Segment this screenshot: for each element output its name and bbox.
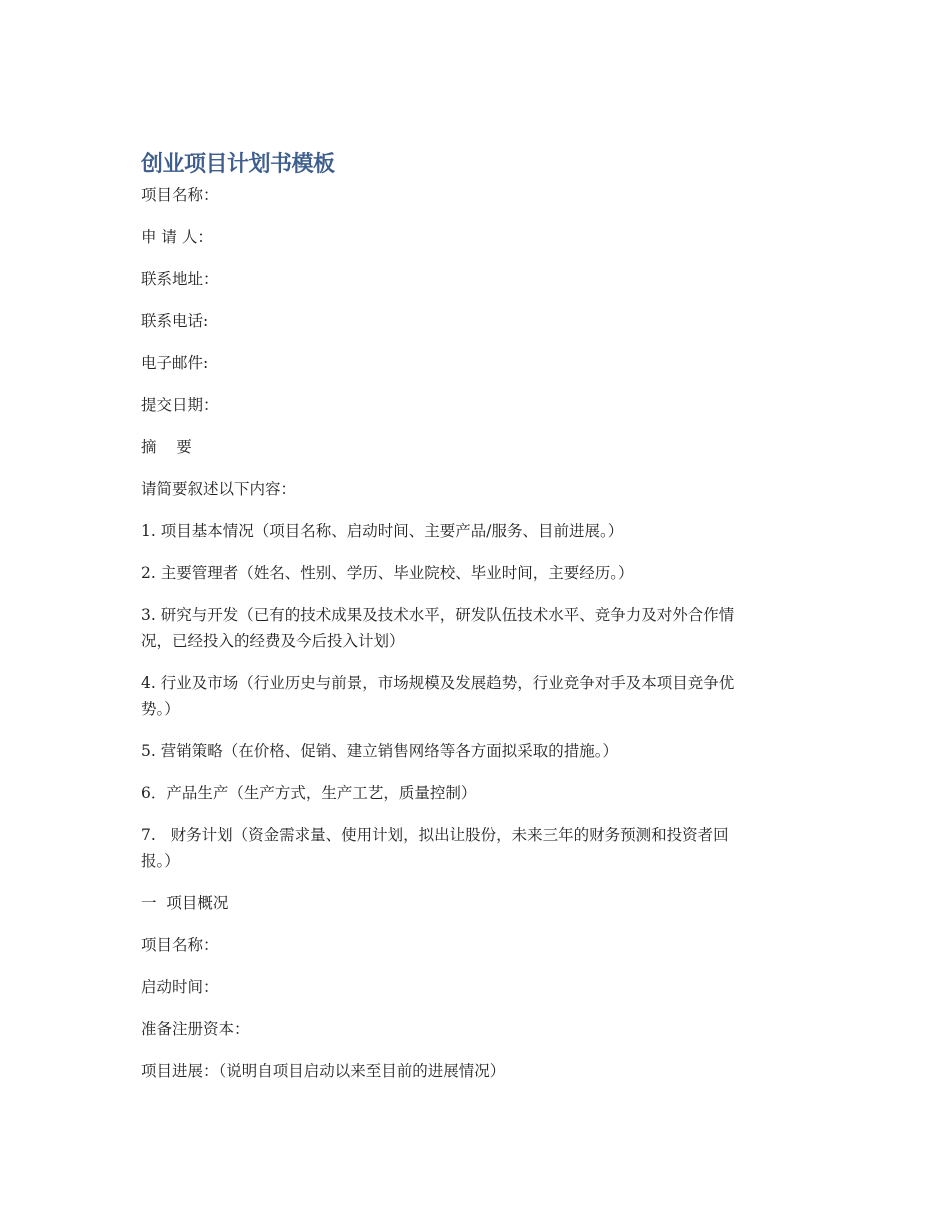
summary-heading: 摘 要 [141,438,192,456]
summary-item-text: 6．产品生产（生产方式，生产工艺，质量控制） [141,784,477,802]
cover-field-applicant: 申 请 人： [141,228,213,246]
section1-heading: 一 项目概况 [141,894,229,912]
summary-item-continuation: 况，已经投入的经费及今后投入计划） [141,632,405,650]
summary-item-text: 3. 研究与开发（已有的技术成果及技术水平，研发队伍技术水平、竞争力及对外合作情 [141,606,735,624]
summary-item [141,670,801,722]
summary-item-text: 7. 财务计划（资金需求量、使用计划，拟出让股份，未来三年的财务预测和投资者回 [141,826,729,844]
summary-item-text: 4. 行业及市场（行业历史与前景，市场规模及发展趋势，行业竞争对手及本项目竞争优 [141,674,735,692]
summary-intro: 请简要叙述以下内容： [141,480,297,498]
section1-field-start-time: 启动时间： [141,978,219,996]
summary-item-continuation: 报。） [141,852,180,870]
document-title: 创业项目计划书模板 [141,152,335,177]
cover-field-project-name: 项目名称： [141,186,219,204]
cover-field-address: 联系地址： [141,270,219,288]
summary-item [141,822,801,874]
section1-field-project-name: 项目名称： [141,936,219,954]
summary-item [141,738,801,764]
summary-item-text: 1. 项目基本情况（项目名称、启动时间、主要产品/服务、目前进展。） [141,522,624,540]
summary-item-text: 5. 营销策略（在价格、促销、建立销售网络等各方面拟采取的措施。） [141,742,618,760]
section1-field-registered-capital: 准备注册资本： [141,1020,250,1038]
document-page [141,148,801,1084]
cover-field-email: 电子邮件: [141,354,209,372]
summary-item [141,518,801,544]
summary-item [141,602,801,654]
cover-field-phone: 联系电话: [141,312,209,330]
summary-item-continuation: 势。） [141,700,180,718]
section1-field-progress: 项目进展：（说明自项目启动以来至目前的进展情况） [141,1062,506,1080]
summary-item [141,560,801,586]
summary-item [141,780,801,806]
cover-field-submit-date: 提交日期： [141,396,219,414]
summary-item-text: 2. 主要管理者（姓名、性别、学历、毕业院校、毕业时间，主要经历。） [141,564,634,582]
